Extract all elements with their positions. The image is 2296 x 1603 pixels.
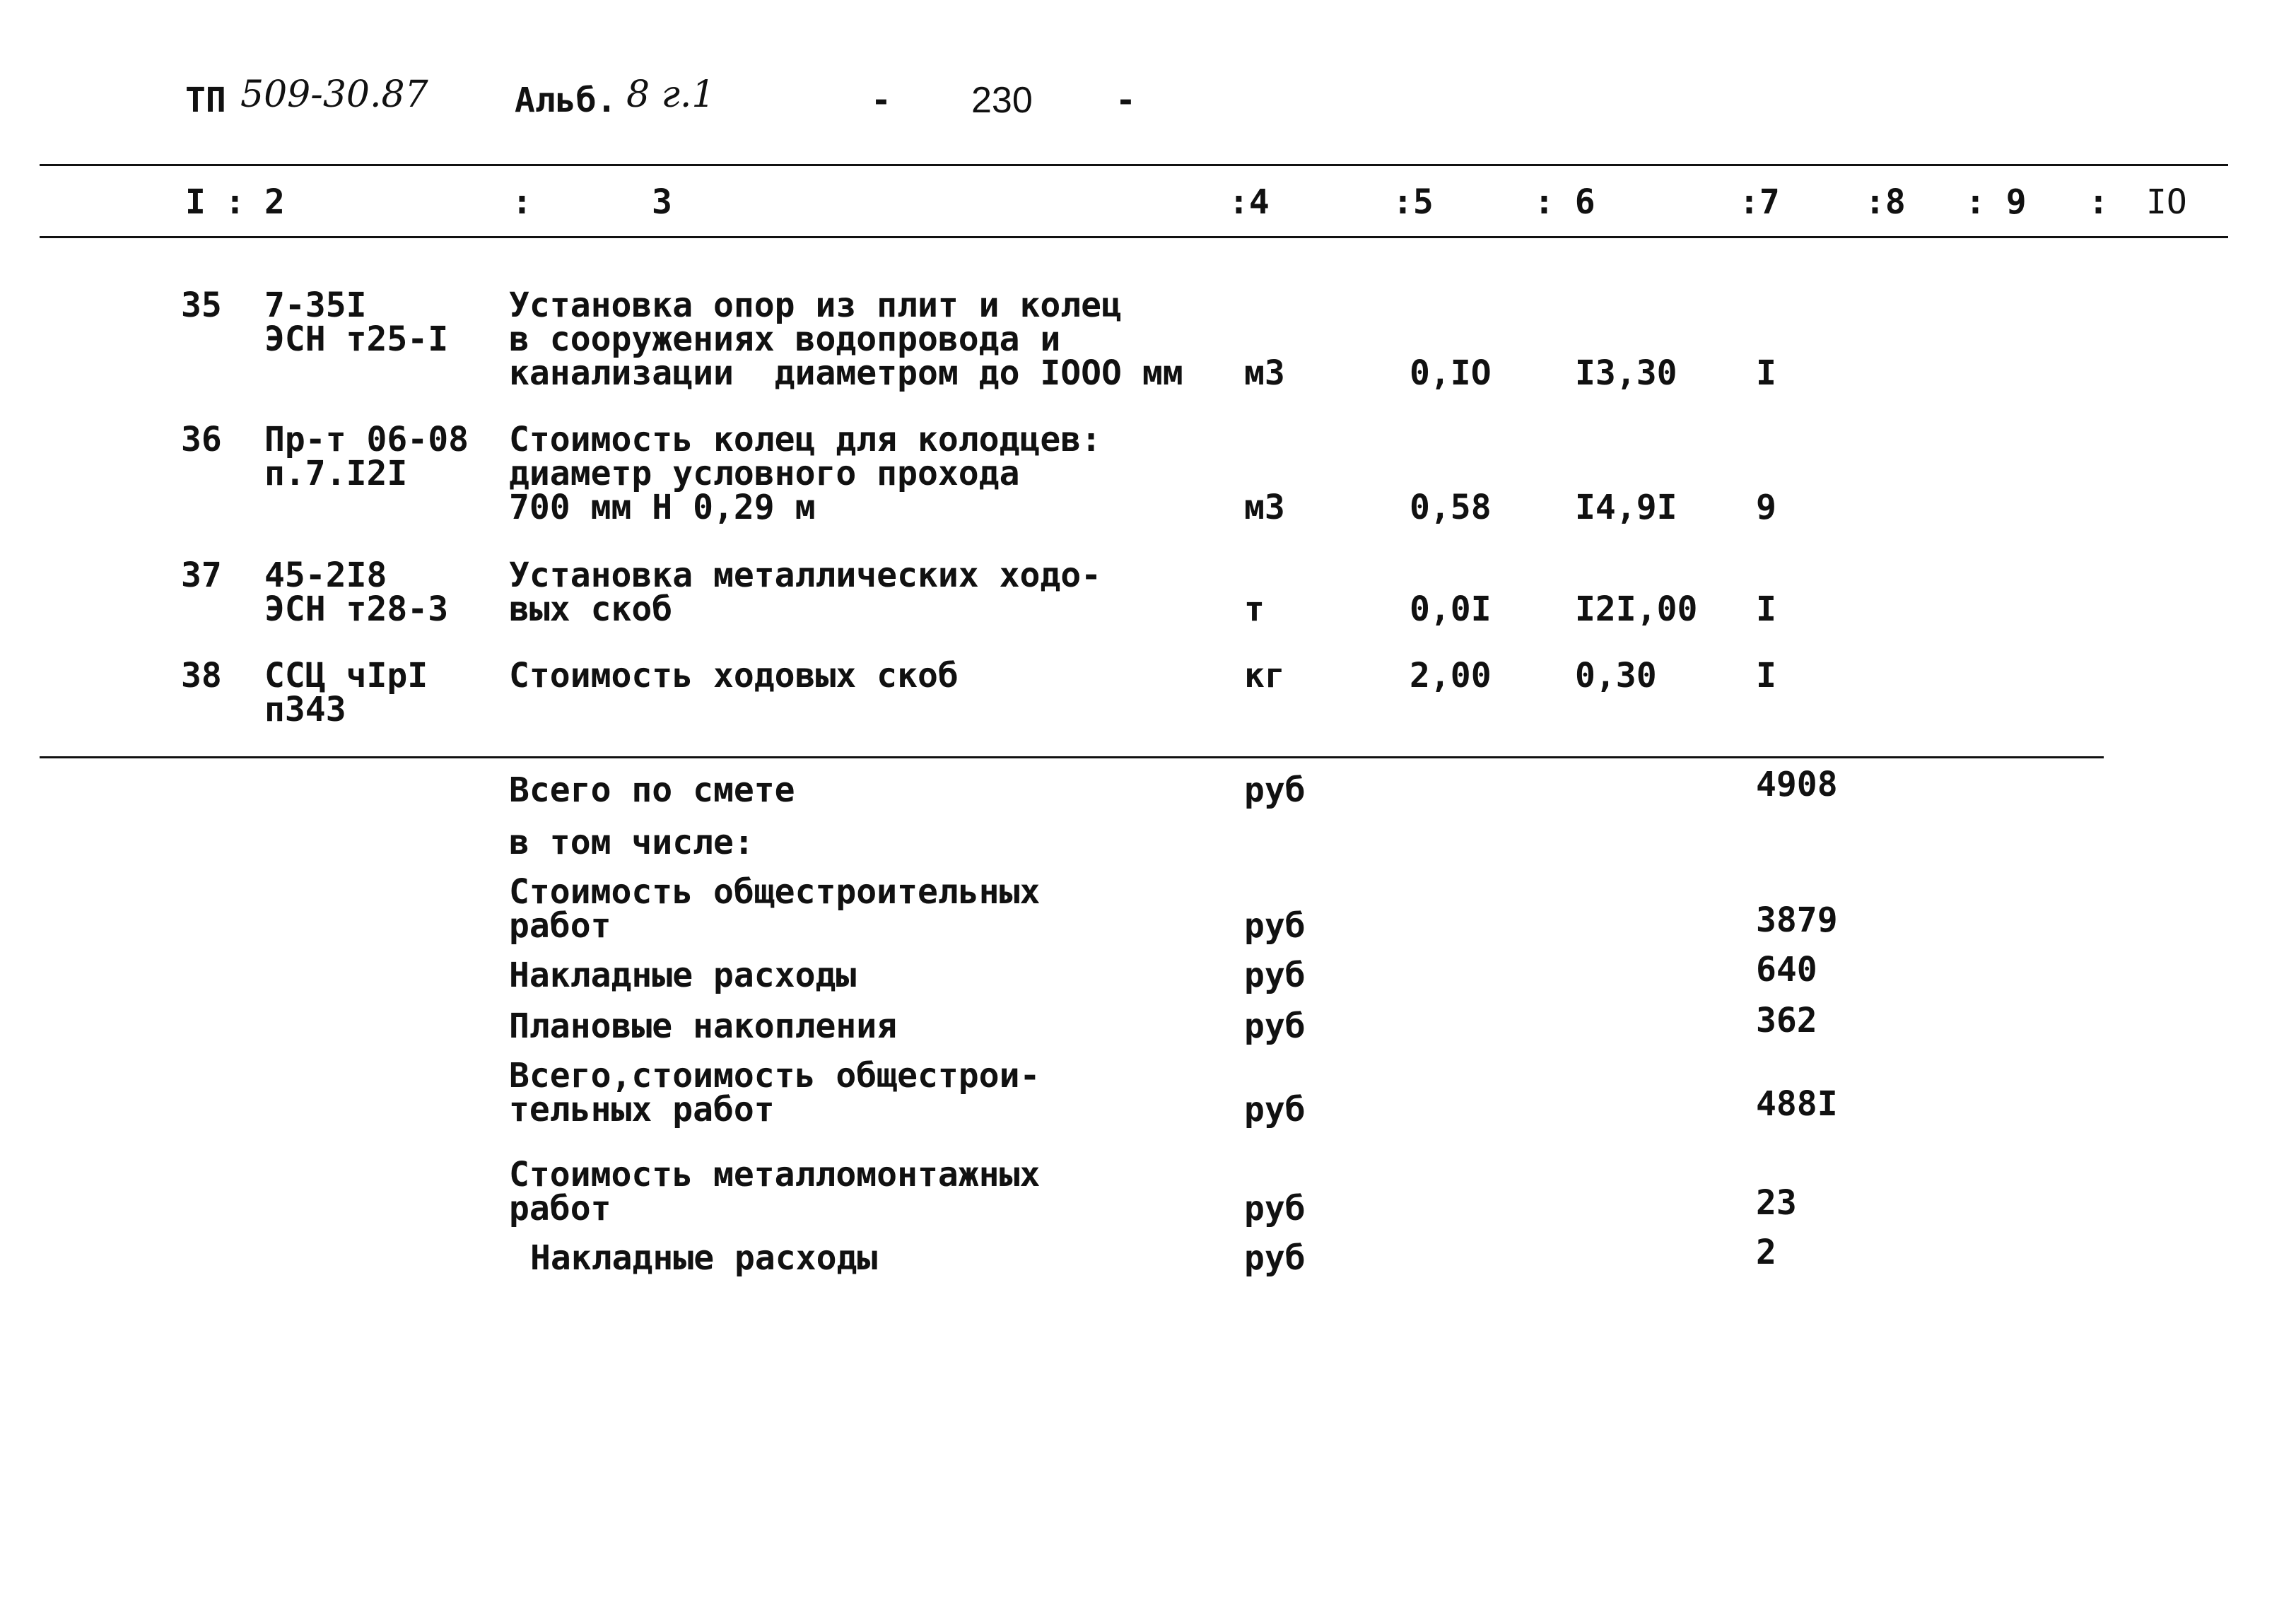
row-desc-line: диаметр условного прохода [509, 454, 1020, 493]
row-total: 9 [1756, 488, 1776, 527]
row-qty: 0,IO [1410, 353, 1492, 393]
summary-value: 23 [1756, 1183, 1797, 1223]
summary-value: 4908 [1756, 765, 1838, 804]
summary-label-line: тельных работ [509, 1090, 775, 1129]
row-code-line: ЭСН т28-3 [264, 589, 449, 629]
row-desc-line: канализации диаметром до IOOO мм [509, 353, 1183, 393]
summary-label-line: Всего,стоимость общестрои- [509, 1056, 1041, 1096]
album-number: 8 г.1 [626, 74, 715, 116]
row-desc-line: в сооружениях водопровода и [509, 319, 1061, 359]
col-header-6: : 6 [1534, 182, 1595, 222]
row-code-line: ССЦ чIрI [264, 656, 428, 695]
summary-label-line: Плановые накопления [509, 1006, 898, 1046]
row-unit: т [1244, 589, 1265, 629]
col-header-5: :5 [1393, 182, 1434, 222]
col-header-7: :7 [1739, 182, 1780, 222]
row-unit: кг [1244, 656, 1285, 695]
summary-label-line: Стоимость металломонтажных [509, 1155, 1041, 1194]
summary-unit: руб [1244, 906, 1306, 946]
row-price: I2I,00 [1575, 589, 1698, 629]
tp-prefix: ТП [185, 81, 226, 120]
summary-value: 3879 [1756, 900, 1838, 940]
col-header-3: 3 [652, 182, 672, 222]
summary-unit: руб [1244, 1090, 1306, 1129]
summary-label-line: в том числе: [509, 823, 754, 862]
rows-bottom-rule [40, 756, 2104, 758]
summary-unit: руб [1244, 1189, 1306, 1228]
header-dash-right: - [1115, 81, 1136, 120]
row-qty: 0,58 [1410, 488, 1492, 527]
row-unit: м3 [1244, 488, 1285, 527]
row-code-line: 45-2I8 [264, 556, 387, 595]
row-number: 38 [181, 656, 222, 695]
col-header-10: IO [2146, 182, 2187, 222]
col-header-9: : 9 [1965, 182, 2027, 222]
summary-label-line: Накладные расходы [509, 956, 857, 995]
summary-unit: руб [1244, 956, 1306, 995]
row-desc-line: 700 мм Н 0,29 м [509, 488, 816, 527]
row-code-line: ЭСН т25-I [264, 319, 449, 359]
summary-label-line: работ [509, 906, 611, 946]
row-price: I4,9I [1575, 488, 1677, 527]
row-qty: 0,0I [1410, 589, 1492, 629]
row-number: 35 [181, 286, 222, 325]
summary-value: 362 [1756, 1001, 1817, 1040]
summary-unit: руб [1244, 1006, 1306, 1046]
row-unit: м3 [1244, 353, 1285, 393]
row-total: I [1756, 353, 1776, 393]
row-desc-line: Установка опор из плит и колец [509, 286, 1122, 325]
row-price: I3,30 [1575, 353, 1677, 393]
top-rule [40, 164, 2228, 166]
header-bottom-rule [40, 236, 2228, 238]
row-desc-line: Стоимость ходовых скоб [509, 656, 959, 695]
col-header-2: 2 [264, 182, 285, 222]
summary-unit: руб [1244, 770, 1306, 810]
row-total: I [1756, 589, 1776, 629]
col-header-sep-10: : [2088, 182, 2109, 222]
col-header-8: :8 [1865, 182, 1906, 222]
col-header-sep-2: : [512, 182, 532, 222]
summary-value: 640 [1756, 950, 1817, 990]
row-number: 37 [181, 556, 222, 595]
col-header-4: :4 [1229, 182, 1270, 222]
summary-value: 488I [1756, 1084, 1838, 1124]
col-header-1: I [185, 182, 206, 222]
row-number: 36 [181, 420, 222, 459]
header-dash-left: - [871, 81, 891, 120]
row-price: 0,30 [1575, 656, 1657, 695]
tp-number: 509-30.87 [240, 74, 428, 116]
row-total: I [1756, 656, 1776, 695]
summary-value: 2 [1756, 1233, 1776, 1272]
row-desc-line: Стоимость колец для колодцев: [509, 420, 1102, 459]
page-number: 230 [971, 80, 1033, 121]
row-desc-line: вых скоб [509, 589, 673, 629]
row-code-line: 7-35I [264, 286, 367, 325]
col-header-sep-1: : [225, 182, 245, 222]
summary-label-line: Накладные расходы [530, 1238, 878, 1278]
row-desc-line: Установка металлических ходо- [509, 556, 1102, 595]
row-code-line: Пр-т 06-08 [264, 420, 469, 459]
row-code-line: п343 [264, 690, 346, 729]
row-qty: 2,00 [1410, 656, 1492, 695]
summary-label-line: Стоимость общестроительных [509, 872, 1041, 912]
row-code-line: п.7.I2I [264, 454, 408, 493]
album-prefix: Альб. [515, 81, 617, 120]
summary-label-line: работ [509, 1189, 611, 1228]
summary-unit: руб [1244, 1238, 1306, 1278]
summary-label-line: Всего по смете [509, 770, 795, 810]
